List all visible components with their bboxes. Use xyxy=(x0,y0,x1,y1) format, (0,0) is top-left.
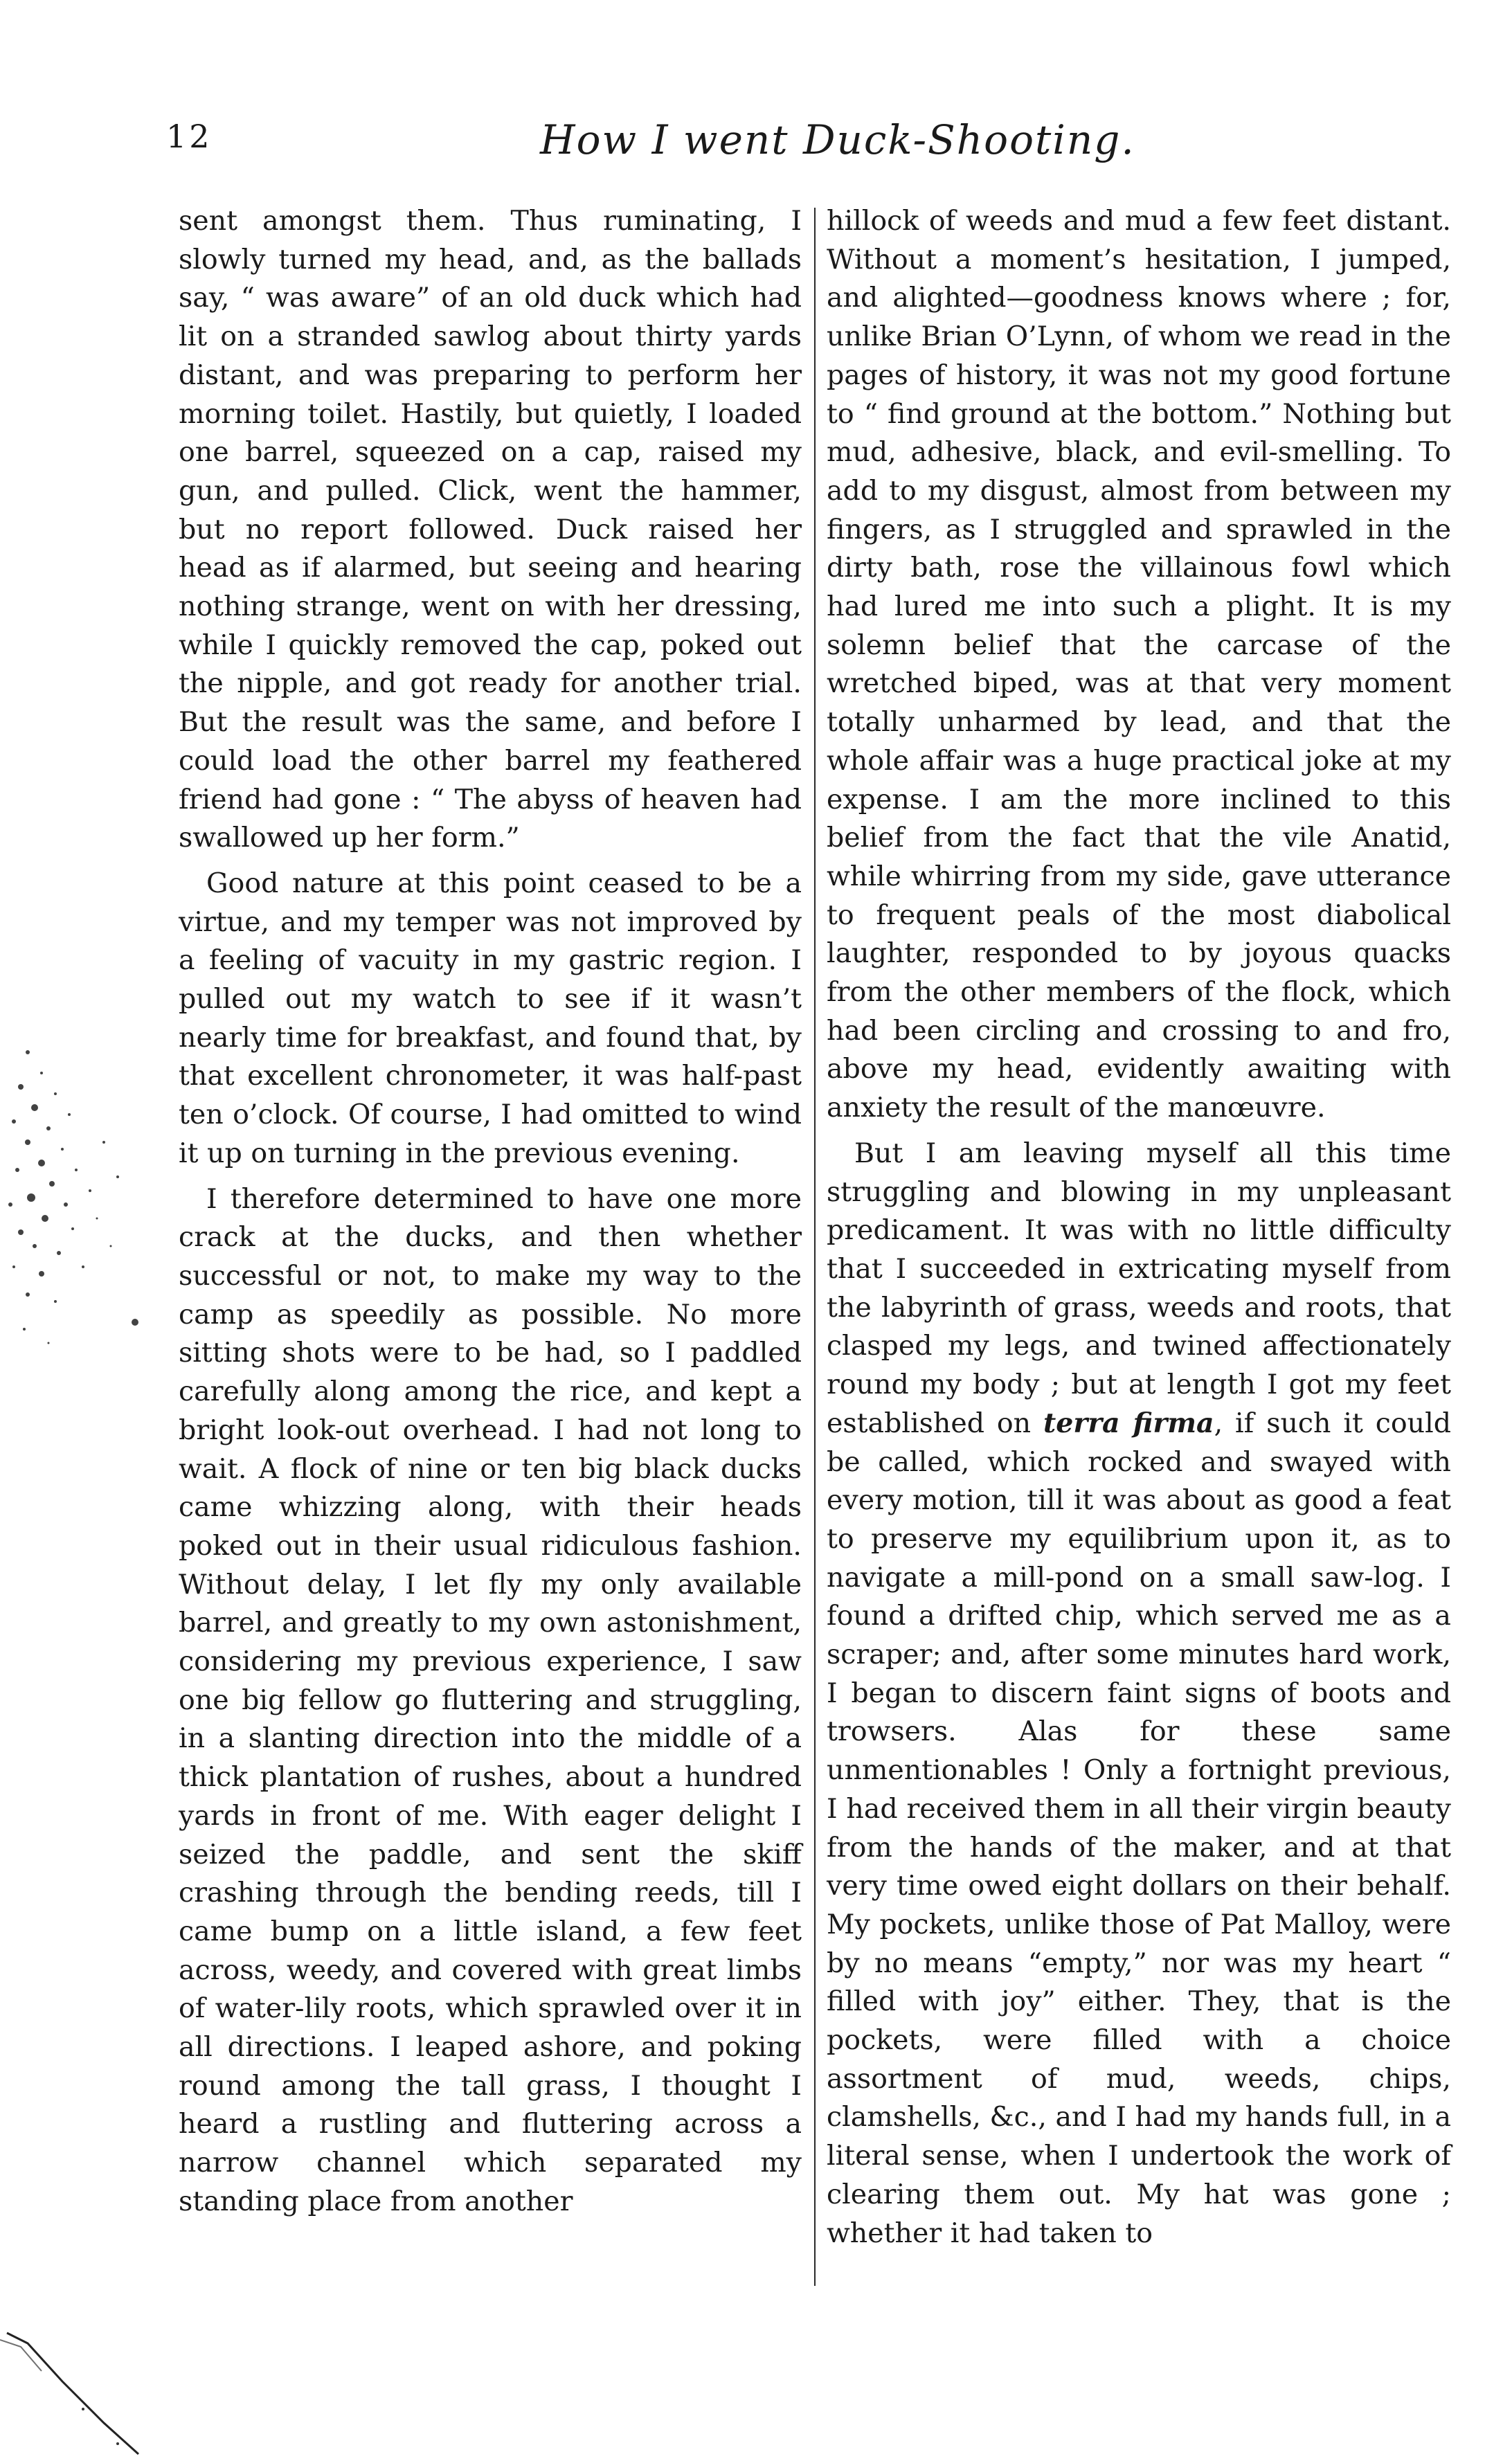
right-column xyxy=(827,202,1451,2253)
ink-blot-stain xyxy=(0,969,208,1412)
left-paragraph-1: sent amongst them. Thus ruminating, I slowly turned my head, and, as the ballads say, “ was aware” of an old duck which had lit on a stranded sawlog about thirty yards distant, and was preparing to perform her morning toilet. Hastily, but quietly, I loaded one barrel, squeezed on a cap, raised my gun, and pulled. Click, went the hammer, but no report followed. Duck raised her head as if alarmed, but seeing and hearing nothing strange, went on with her dressing, while I quickly removed the cap, poked out the nipple, and got ready for another trial. But the result was the same, and before I could load the other barrel my feathered friend had gone : “ The abyss of heaven had swallowed up her form.” xyxy=(179,205,802,854)
left-paragraph-3: I therefore determined to have one more crack at the ducks, and then whether successful or not, to make my way to the camp as speedily as possible. No more sitting shots were to be had, so I paddled carefully along among the rice, and kept a bright look-out overhead. I had not long to wait. A flock of nine or ten big black ducks came whizzing along, with their heads poked out in their usual ridiculous fashion. Without delay, I let fly my only available barrel, and greatly to my own astonishment, considering my previous experience, I saw one big fellow go fluttering and struggling, in a slanting direction into the middle of a thick plantation of rushes, about a hundred yards in front of me. With eager delight I seized the paddle, and sent the skiff crashing through the bending reeds, till I came bump on a little island, a few feet across, weedy, and covered with great limbs of water-lily roots, which sprawled over it in all directions. I leaped ashore, and poking round among the tall grass, I thought I heard a rustling and fluttering across a narrow channel which separated my standing place from another xyxy=(179,1182,802,2217)
right-paragraph-2 xyxy=(827,1135,1451,2253)
left-paragraph-2: Good nature at this point ceased to be a virtue, and my temper was not improved by a feeling of vacuity in my gastric region. I pulled out my watch to see if it wasn’t nearly time for breakfast, and found that, by that excellent chronometer, it was half-past ten o’clock. Of course, I had omitted to wind it up on turning in the previous evening. xyxy=(179,867,802,1169)
page-number: 12 xyxy=(166,118,213,155)
right-paragraph-1: hillock of weeds and mud a few feet distant. Without a moment’s hesitation, I jumped, and alighted—goodness knows where ; for, unlike Brian O’Lynn, of whom we read in the pages of history, it was not my good fortune to “ find ground at the bottom.” Nothing but mud, adhesive, black, and evil-smelling. To add to my disgust, almost from between my fingers, as I struggled and sprawled in the dirty bath, rose the villainous fowl which had lured me into such a plight. It is my solemn belief that the carcase of the wretched biped, was at that very moment totally unharmed by lead, and that the whole affair was a huge practical joke at my expense. I am the more inclined to this belief from the fact that the vile Anatid, while whirring from my side, gave utterance to frequent peals of the most diabolical laughter, responded to by joyous quacks from the other members of the flock, which had been circling and crossing to and fro, above my head, evidently awaiting with anxiety the result of the manœuvre. xyxy=(827,205,1451,1124)
column-divider xyxy=(814,208,816,2286)
corner-pen-mark xyxy=(0,2305,166,2461)
left-column xyxy=(179,202,802,2221)
running-head: How I went Duck-Shooting. xyxy=(540,116,1135,163)
latin-term: terra firma xyxy=(1043,1407,1214,1439)
right-paragraph-2-end: , if such it could be called, which rocked and swayed with every motion, till it was about as good a feat to preserve my equilibrium upon it, as to navigate a mill-pond on a small saw-log. I found a drifted chip, which served me as a scraper; and, after some minutes hard work, I began to discern faint signs of boots and trowsers. Alas for these same unmentionables ! Only a fortnight previous, I had received them in all their virgin beauty from the hands of the maker, and at that very time owed eight dollars on their behalf. My pockets, unlike those of Pat Malloy, were by no means “empty,” nor was my heart “ filled with joy” either. They, that is the pockets, were filled with a choice assortment of mud, weeds, chips, clamshells, &c., and I had my hands full, in a literal sense, when I undertook the work of clearing them out. My hat was gone ; whether it had taken to xyxy=(827,1407,1452,2249)
right-paragraph-2-start: But I am leaving myself all this time struggling and blowing in my unpleasant predicament. It was with no little difficulty that I succeeded in extricating myself from the labyrinth of grass, weeds and roots, that clasped my legs, and twined affectionately round my body ; but at length I got my feet established on xyxy=(827,1137,1451,1439)
